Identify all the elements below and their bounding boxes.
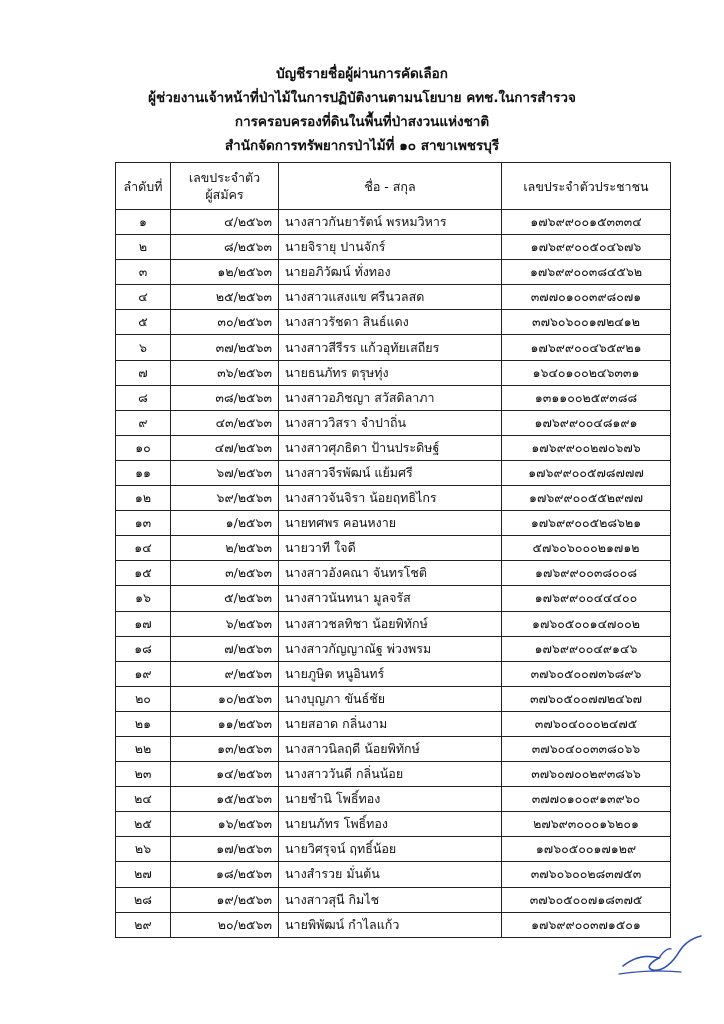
row-citizen-id: ๑๓๑๑๐๐๒๕๙๓๘๘ (502, 385, 671, 410)
row-citizen-id: ๓๗๖๐๔๐๐๐๒๔๗๕ (502, 711, 671, 736)
row-order-number: ๑๓ (116, 511, 171, 536)
row-full-name: นายวิศรุจน์ ฤทธิ์น้อย (279, 837, 502, 862)
table-row (116, 435, 671, 460)
row-citizen-id: ๓๗๗๐๑๐๐๓๙๘๐๗๑ (502, 285, 671, 310)
table-row (116, 636, 671, 661)
row-applicant-number: ๒/๒๕๖๓ (171, 536, 279, 561)
row-citizen-id: ๑๗๖๙๙๐๐๔๘๑๙๑ (502, 410, 671, 435)
row-citizen-id: ๓๗๖๐๕๐๐๗๓๖๘๙๖ (502, 661, 671, 686)
row-citizen-id: ๑๗๖๙๙๐๐๔๔๔๐๐ (502, 586, 671, 611)
row-full-name: นายจิรายุ ปานจักร์ (279, 235, 502, 260)
row-full-name: นางสาวนันทนา มูลจรัส (279, 586, 502, 611)
row-applicant-number: ๔๗/๒๕๖๓ (171, 435, 279, 460)
row-order-number: ๑๗ (116, 611, 171, 636)
row-citizen-id: ๑๗๖๙๙๐๐๔๙๑๔๖ (502, 636, 671, 661)
row-applicant-number: ๘/๒๕๖๓ (171, 235, 279, 260)
row-applicant-number: ๑๒/๒๕๖๓ (171, 260, 279, 285)
row-citizen-id: ๑๗๖๙๙๐๐๕๒๘๖๒๑ (502, 511, 671, 536)
row-full-name: นางสาวจีรพัฒน์ แย้มศรี (279, 460, 502, 485)
row-citizen-id: ๑๗๖๙๙๐๐๕๕๒๙๗๗ (502, 486, 671, 511)
row-order-number: ๑๕ (116, 561, 171, 586)
row-order-number: ๔ (116, 285, 171, 310)
row-order-number: ๙ (116, 410, 171, 435)
table-row (116, 460, 671, 485)
table-row (116, 410, 671, 435)
row-order-number: ๗ (116, 360, 171, 385)
candidate-table (115, 162, 671, 938)
header-applicant-line-1: เลขประจำตัว (188, 170, 261, 185)
row-full-name: นายภูษิต หนูอินทร์ (279, 661, 502, 686)
row-citizen-id: ๑๗๖๙๙๐๐๔๖๕๙๒๑ (502, 335, 671, 360)
header-citizen-id: เลขประจำตัวประชาชน (502, 163, 671, 210)
row-order-number: ๒๙ (116, 912, 171, 937)
row-applicant-number: ๔๓/๒๕๖๓ (171, 410, 279, 435)
row-full-name: นางสาววันดี กลิ่นน้อย (279, 762, 502, 787)
row-order-number: ๘ (116, 385, 171, 410)
row-citizen-id: ๑๗๖๙๙๐๐๓๗๑๕๐๑ (502, 912, 671, 937)
row-order-number: ๒ (116, 235, 171, 260)
row-full-name: นายธนภัทร ตรุษทุ่ง (279, 360, 502, 385)
row-applicant-number: ๓๖/๒๕๖๓ (171, 360, 279, 385)
row-order-number: ๒๒ (116, 736, 171, 761)
header-applicant-number (171, 163, 279, 210)
table-row (116, 486, 671, 511)
table-row (116, 812, 671, 837)
row-citizen-id: ๓๗๗๐๑๐๐๙๑๓๙๖๐ (502, 787, 671, 812)
row-order-number: ๒๘ (116, 887, 171, 912)
row-order-number: ๑๙ (116, 661, 171, 686)
document-title (0, 62, 724, 158)
row-applicant-number: ๓๘/๒๕๖๓ (171, 385, 279, 410)
row-applicant-number: ๑๗/๒๕๖๓ (171, 837, 279, 862)
row-citizen-id: ๑๖๔๐๑๐๐๒๔๖๓๓๑ (502, 360, 671, 385)
title-line-4: สำนักจัดการทรัพยากรป่าไม้ที่ ๑๐ สาขาเพชรบุรี (224, 138, 500, 154)
row-citizen-id: ๓๗๖๐๗๐๐๒๙๓๘๖๖ (502, 762, 671, 787)
row-citizen-id: ๑๗๖๙๙๐๐๒๗๐๖๗๖ (502, 435, 671, 460)
row-order-number: ๒๓ (116, 762, 171, 787)
table-row (116, 912, 671, 937)
table-row (116, 762, 671, 787)
table-row (116, 360, 671, 385)
table-row (116, 611, 671, 636)
row-order-number: ๑๖ (116, 586, 171, 611)
row-citizen-id: ๓๗๖๐๖๐๐๑๗๒๔๑๒ (502, 310, 671, 335)
table-row (116, 511, 671, 536)
row-order-number: ๑๘ (116, 636, 171, 661)
row-citizen-id: ๓๗๖๐๖๐๐๒๘๓๗๕๓ (502, 862, 671, 887)
table-row (116, 686, 671, 711)
row-applicant-number: ๑๖/๒๕๖๓ (171, 812, 279, 837)
row-full-name: นายทศพร คอนหงาย (279, 511, 502, 536)
table-row (116, 536, 671, 561)
row-applicant-number: ๑๙/๒๕๖๓ (171, 887, 279, 912)
row-full-name: นางสาวนิลฤดี น้อยพิทักษ์ (279, 736, 502, 761)
row-full-name: นายพิพัฒน์ กำไลแก้ว (279, 912, 502, 937)
row-applicant-number: ๓/๒๕๖๓ (171, 561, 279, 586)
row-full-name: นางสาวอังคณา จันทรโชติ (279, 561, 502, 586)
row-applicant-number: ๑๘/๒๕๖๓ (171, 862, 279, 887)
row-full-name: นางสาวกัญญาณัฐ พ่วงพรม (279, 636, 502, 661)
row-citizen-id: ๓๗๖๐๕๐๐๗๑๘๓๗๕ (502, 887, 671, 912)
row-citizen-id: ๓๗๖๐๔๐๐๓๓๘๐๖๖ (502, 736, 671, 761)
row-citizen-id: ๕๗๖๐๖๐๐๐๒๑๗๑๒ (502, 536, 671, 561)
row-citizen-id: ๓๗๖๐๕๐๐๗๗๒๔๖๗ (502, 686, 671, 711)
row-full-name: นางสาวกันยารัตน์ พรหมวิหาร (279, 210, 502, 235)
table-body (116, 210, 671, 938)
row-applicant-number: ๖๗/๒๕๖๓ (171, 460, 279, 485)
row-citizen-id: ๑๗๖๙๙๐๐๕๗๘๗๗๗ (502, 460, 671, 485)
row-full-name: นายสอาด กลิ่นงาม (279, 711, 502, 736)
row-applicant-number: ๖๙/๒๕๖๓ (171, 486, 279, 511)
row-applicant-number: ๑๐/๒๕๖๓ (171, 686, 279, 711)
table-row (116, 335, 671, 360)
header-applicant-line-2: ผู้สมัคร (205, 187, 244, 202)
row-order-number: ๑๑ (116, 460, 171, 485)
row-applicant-number: ๑๑/๒๕๖๓ (171, 711, 279, 736)
row-full-name: นายอภิวัฒน์ ทั่งทอง (279, 260, 502, 285)
row-order-number: ๒๐ (116, 686, 171, 711)
row-applicant-number: ๕/๒๕๖๓ (171, 586, 279, 611)
row-order-number: ๑๐ (116, 435, 171, 460)
row-order-number: ๒๑ (116, 711, 171, 736)
row-order-number: ๑๒ (116, 486, 171, 511)
row-citizen-id: ๑๗๖๙๙๐๐๕๐๔๖๗๖ (502, 235, 671, 260)
table-row (116, 787, 671, 812)
row-order-number: ๖ (116, 335, 171, 360)
row-full-name: นายนภัทร โพธิ์ทอง (279, 812, 502, 837)
table-row (116, 260, 671, 285)
title-line-2: ผู้ช่วยงานเจ้าหน้าที่ป่าไม้ในการปฏิบัติงานตามนโยบาย คทช.ในการสำรวจ (148, 90, 576, 106)
row-citizen-id: ๑๗๖๙๙๐๐๓๘๐๐๘ (502, 561, 671, 586)
row-full-name: นางสาววิสรา จำปาถิ่น (279, 410, 502, 435)
row-order-number: ๒๔ (116, 787, 171, 812)
row-full-name: นายชำนิ โพธิ์ทอง (279, 787, 502, 812)
table-row (116, 385, 671, 410)
row-full-name: นางสาวอภิชญา สวัสดิลาภา (279, 385, 502, 410)
row-applicant-number: ๗/๒๕๖๓ (171, 636, 279, 661)
row-order-number: ๓ (116, 260, 171, 285)
signature-mark (615, 928, 705, 976)
row-full-name: นางบุญภา ขันธ์ชัย (279, 686, 502, 711)
row-order-number: ๒๗ (116, 862, 171, 887)
row-full-name: นางสาวสุนี กิมไช (279, 887, 502, 912)
row-applicant-number: ๓๐/๒๕๖๓ (171, 310, 279, 335)
row-applicant-number: ๔/๒๕๖๓ (171, 210, 279, 235)
table-row (116, 837, 671, 862)
table-row (116, 210, 671, 235)
row-applicant-number: ๒๕/๒๕๖๓ (171, 285, 279, 310)
row-order-number: ๕ (116, 310, 171, 335)
title-line-1: บัญชีรายชื่อผู้ผ่านการคัดเลือก (276, 66, 448, 82)
row-full-name: นายวาที ใจดี (279, 536, 502, 561)
row-full-name: นางสาวจันจิรา น้อยฤทธิไกร (279, 486, 502, 511)
table-row (116, 561, 671, 586)
table-row (116, 661, 671, 686)
row-applicant-number: ๑๕/๒๕๖๓ (171, 787, 279, 812)
title-line-3: การครอบครองที่ดินในพื้นที่ป่าสงวนแห่งชาติ (234, 114, 490, 130)
header-full-name: ชื่อ - สกุล (279, 163, 502, 210)
row-applicant-number: ๒๐/๒๕๖๓ (171, 912, 279, 937)
table-row (116, 736, 671, 761)
row-full-name: นางสาวศุภธิดา ป้านประดิษฐ์ (279, 435, 502, 460)
row-citizen-id: ๒๗๖๙๓๐๐๐๑๖๒๐๑ (502, 812, 671, 837)
row-full-name: นางสาวแสงแข ศรีนวลสด (279, 285, 502, 310)
row-order-number: ๒๕ (116, 812, 171, 837)
table-row (116, 285, 671, 310)
row-citizen-id: ๑๗๖๐๕๐๐๑๔๗๐๐๒ (502, 611, 671, 636)
row-applicant-number: ๙/๒๕๖๓ (171, 661, 279, 686)
row-order-number: ๑๔ (116, 536, 171, 561)
row-citizen-id: ๑๗๖๙๙๐๐๓๘๔๕๖๒ (502, 260, 671, 285)
row-full-name: นางสำรวย มั่นต้น (279, 862, 502, 887)
table-row (116, 887, 671, 912)
row-full-name: นางสาวชลทิชา น้อยพิทักษ์ (279, 611, 502, 636)
row-applicant-number: ๑๔/๒๕๖๓ (171, 762, 279, 787)
row-citizen-id: ๑๗๖๐๕๐๐๑๗๑๒๙ (502, 837, 671, 862)
table-row (116, 862, 671, 887)
row-full-name: นางสาวสีรีรร แก้วอุทัยเสถียร (279, 335, 502, 360)
row-applicant-number: ๖/๒๕๖๓ (171, 611, 279, 636)
table-row (116, 711, 671, 736)
table-row (116, 235, 671, 260)
table-row (116, 310, 671, 335)
row-applicant-number: ๑๓/๒๕๖๓ (171, 736, 279, 761)
table-row (116, 586, 671, 611)
row-applicant-number: ๑/๒๕๖๓ (171, 511, 279, 536)
row-order-number: ๒๖ (116, 837, 171, 862)
row-full-name: นางสาวรัชดา สินธ์แดง (279, 310, 502, 335)
row-applicant-number: ๓๗/๒๕๖๓ (171, 335, 279, 360)
row-order-number: ๑ (116, 210, 171, 235)
row-citizen-id: ๑๗๖๙๙๐๐๑๕๓๓๓๔ (502, 210, 671, 235)
table-header-row (116, 163, 671, 210)
header-order-number: ลำดับที่ (116, 163, 171, 210)
